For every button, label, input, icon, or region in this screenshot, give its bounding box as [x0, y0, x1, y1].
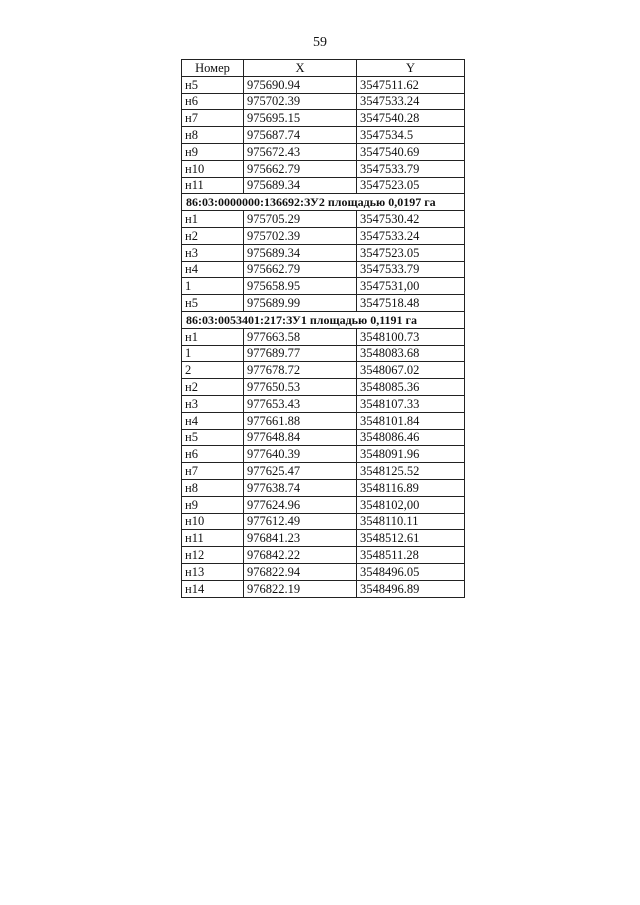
cell-point-number: н4 — [182, 412, 244, 429]
table-row — [182, 328, 465, 345]
cell-point-number: н9 — [182, 496, 244, 513]
cell-point-number: н4 — [182, 261, 244, 278]
cell-point-number: н10 — [182, 513, 244, 530]
table-row — [182, 446, 465, 463]
cell-y: 3548496.05 — [357, 563, 465, 580]
table-row — [182, 160, 465, 177]
table-row — [182, 496, 465, 513]
cell-y: 3548100.73 — [357, 328, 465, 345]
table-row — [182, 278, 465, 295]
table-row — [182, 412, 465, 429]
cell-x: 977663.58 — [244, 328, 357, 345]
cell-y: 3548125.52 — [357, 463, 465, 480]
table-row — [182, 479, 465, 496]
cell-y: 3548101.84 — [357, 412, 465, 429]
cell-point-number: н14 — [182, 580, 244, 597]
cell-x: 977650.53 — [244, 379, 357, 396]
table-row — [182, 76, 465, 93]
cell-y: 3547540.28 — [357, 110, 465, 127]
table-row — [182, 395, 465, 412]
column-header-number: Номер — [182, 60, 244, 77]
cell-x: 975690.94 — [244, 76, 357, 93]
cell-x: 977689.77 — [244, 345, 357, 362]
table-row — [182, 345, 465, 362]
cell-y: 3548091.96 — [357, 446, 465, 463]
header-row — [182, 60, 465, 77]
column-header-y: Y — [357, 60, 465, 77]
cell-x: 976841.23 — [244, 530, 357, 547]
cell-y: 3548067.02 — [357, 362, 465, 379]
table-row — [182, 244, 465, 261]
cell-x: 977625.47 — [244, 463, 357, 480]
table-row — [182, 563, 465, 580]
cell-y: 3548110.11 — [357, 513, 465, 530]
table-row — [182, 110, 465, 127]
cell-y: 3547533.24 — [357, 227, 465, 244]
cell-point-number: н3 — [182, 395, 244, 412]
column-header-x: X — [244, 60, 357, 77]
cell-x: 977653.43 — [244, 395, 357, 412]
cell-x: 975689.34 — [244, 244, 357, 261]
table-row — [182, 379, 465, 396]
cell-y: 3547533.79 — [357, 261, 465, 278]
cell-x: 975695.15 — [244, 110, 357, 127]
cell-y: 3548085.36 — [357, 379, 465, 396]
table-row — [182, 295, 465, 312]
table-row — [182, 362, 465, 379]
table-header — [182, 60, 465, 77]
cell-x: 975672.43 — [244, 143, 357, 160]
cell-point-number: н6 — [182, 446, 244, 463]
cell-y: 3547523.05 — [357, 244, 465, 261]
cell-point-number: н11 — [182, 530, 244, 547]
table-row — [182, 227, 465, 244]
cell-point-number: н1 — [182, 211, 244, 228]
cell-point-number: 1 — [182, 345, 244, 362]
cell-point-number: н2 — [182, 227, 244, 244]
cell-x: 975689.99 — [244, 295, 357, 312]
cell-point-number: н3 — [182, 244, 244, 261]
cell-y: 3547534.5 — [357, 127, 465, 144]
page-number: 59 — [313, 35, 327, 50]
cell-point-number: н12 — [182, 547, 244, 564]
cell-y: 3547540.69 — [357, 143, 465, 160]
cell-x: 977648.84 — [244, 429, 357, 446]
cell-point-number: н5 — [182, 76, 244, 93]
section-title-row — [182, 311, 465, 328]
cell-y: 3547518.48 — [357, 295, 465, 312]
cell-y: 3548102,00 — [357, 496, 465, 513]
cell-y: 3547533.24 — [357, 93, 465, 110]
cell-point-number: н8 — [182, 127, 244, 144]
cell-x: 976842.22 — [244, 547, 357, 564]
section-title: 86:03:0000000:136692:ЗУ2 площадью 0,0197 га — [182, 194, 465, 211]
cell-y: 3547533.79 — [357, 160, 465, 177]
cell-x: 977612.49 — [244, 513, 357, 530]
cell-x: 977624.96 — [244, 496, 357, 513]
cell-y: 3548083.68 — [357, 345, 465, 362]
cell-point-number: н7 — [182, 463, 244, 480]
table-row — [182, 177, 465, 194]
cell-y: 3548116.89 — [357, 479, 465, 496]
cell-point-number: н9 — [182, 143, 244, 160]
cell-y: 3547530.42 — [357, 211, 465, 228]
cell-x: 975702.39 — [244, 227, 357, 244]
table-row — [182, 429, 465, 446]
table-row — [182, 261, 465, 278]
cell-point-number: н7 — [182, 110, 244, 127]
cell-x: 977640.39 — [244, 446, 357, 463]
table-row — [182, 93, 465, 110]
table-row — [182, 530, 465, 547]
cell-y: 3548496.89 — [357, 580, 465, 597]
cell-y: 3548107.33 — [357, 395, 465, 412]
cell-x: 976822.94 — [244, 563, 357, 580]
table-row — [182, 211, 465, 228]
table-row — [182, 127, 465, 144]
section-title: 86:03:0053401:217:ЗУ1 площадью 0,1191 га — [182, 311, 465, 328]
cell-point-number: н2 — [182, 379, 244, 396]
cell-point-number: н1 — [182, 328, 244, 345]
cell-x: 975702.39 — [244, 93, 357, 110]
cell-x: 975662.79 — [244, 261, 357, 278]
cell-y: 3548511.28 — [357, 547, 465, 564]
cell-point-number: н5 — [182, 429, 244, 446]
cell-point-number: н10 — [182, 160, 244, 177]
cell-y: 3548086.46 — [357, 429, 465, 446]
table-row — [182, 547, 465, 564]
cell-point-number: н13 — [182, 563, 244, 580]
cell-x: 977638.74 — [244, 479, 357, 496]
cell-x: 976822.19 — [244, 580, 357, 597]
cell-y: 3548512.61 — [357, 530, 465, 547]
coordinates-table — [181, 59, 465, 598]
table-row — [182, 143, 465, 160]
cell-y: 3547523.05 — [357, 177, 465, 194]
section-title-row — [182, 194, 465, 211]
cell-y: 3547511.62 — [357, 76, 465, 93]
cell-x: 975658.95 — [244, 278, 357, 295]
table-row — [182, 463, 465, 480]
cell-point-number: 2 — [182, 362, 244, 379]
cell-point-number: н11 — [182, 177, 244, 194]
cell-point-number: н5 — [182, 295, 244, 312]
cell-x: 977678.72 — [244, 362, 357, 379]
table-row — [182, 513, 465, 530]
cell-point-number: 1 — [182, 278, 244, 295]
cell-point-number: н6 — [182, 93, 244, 110]
cell-x: 975705.29 — [244, 211, 357, 228]
cell-y: 3547531,00 — [357, 278, 465, 295]
table-row — [182, 580, 465, 597]
table-body — [182, 76, 465, 597]
cell-x: 975687.74 — [244, 127, 357, 144]
cell-point-number: н8 — [182, 479, 244, 496]
cell-x: 975662.79 — [244, 160, 357, 177]
cell-x: 977661.88 — [244, 412, 357, 429]
cell-x: 975689.34 — [244, 177, 357, 194]
